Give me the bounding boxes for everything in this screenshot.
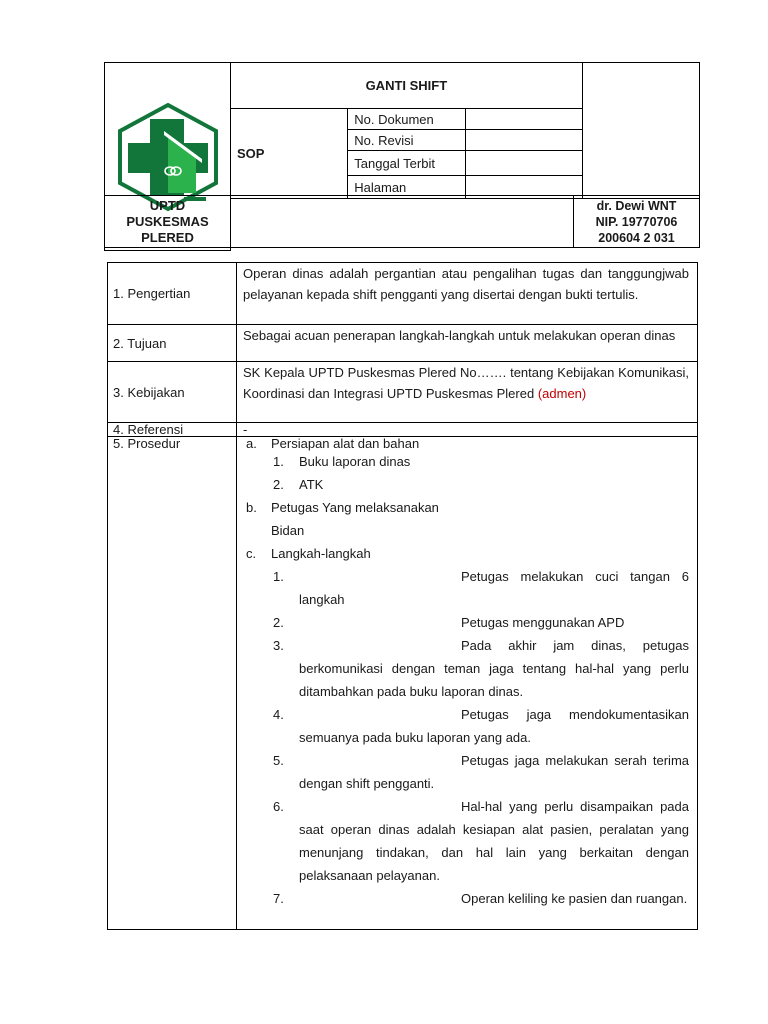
org-name <box>105 196 231 248</box>
meta-value-no-revisi <box>465 130 582 151</box>
text-kebijakan-cell <box>237 362 698 423</box>
step-3-num: 3. <box>273 638 284 653</box>
step-6-text: Hal-hal yang perlu disampaikan pada saat operan dinas adalah kesiapan alat pasien, peralatan yang menunjang tindakan, dan hal lain yang berkaitan dengan pelaksanaan pelayanan. <box>299 799 689 883</box>
label-pengertian: 1. Pengertian <box>108 263 237 325</box>
org-line-1: UPTD <box>149 197 186 213</box>
a-item-1-text: Buku laporan dinas <box>299 454 411 469</box>
prosedur-c-text: Langkah-langkah <box>271 546 371 561</box>
label-kebijakan: 3. Kebijakan <box>108 362 237 423</box>
marker-c: c. <box>246 546 257 561</box>
step-2 <box>243 611 689 634</box>
a-item-1-num: 1. <box>273 454 284 469</box>
step-4 <box>243 703 689 749</box>
prosedur-b-text: Petugas Yang melaksanakan <box>271 500 439 515</box>
step-1-text: Petugas melakukan cuci tangan 6 langkah <box>299 569 689 607</box>
prosedur-a-text: Persiapan alat dan bahan <box>271 436 420 451</box>
prosedur-b-detail: Bidan <box>271 523 305 538</box>
signer-nip-1: NIP. 19770706 <box>595 214 678 229</box>
header-right-blank <box>582 63 699 199</box>
step-2-num: 2. <box>273 615 284 630</box>
label-tujuan: 2. Tujuan <box>108 325 237 362</box>
meta-value-tanggal-terbit <box>465 151 582 176</box>
text-pengertian: Operan dinas adalah pergantian atau pengalihan tugas dan tanggungjwab pelayanan kepada shift pengganti yang disertai dengan bukti tertulis. <box>237 263 698 325</box>
text-referensi: - <box>237 423 698 437</box>
signer-nip-2: 200604 2 031 <box>598 230 675 245</box>
meta-label-no-dokumen: No. Dokumen <box>348 109 465 130</box>
meta-label-tanggal-terbit: Tanggal Terbit <box>348 151 465 176</box>
step-6-num: 6. <box>273 799 284 814</box>
prosedur-b-detail-line <box>243 519 689 542</box>
step-6 <box>243 795 689 887</box>
meta-value-no-dokumen <box>465 109 582 130</box>
a-item-2 <box>243 473 689 496</box>
label-prosedur <box>108 437 237 930</box>
step-2-text: Petugas menggunakan APD <box>461 615 625 630</box>
a-item-1 <box>243 450 689 473</box>
org-line-3: PLERED <box>141 229 194 245</box>
text-kebijakan: SK Kepala UPTD Puskesmas Plered No……. tentang Kebijakan Komunikasi, Koordinasi dan Integrasi UPTD Puskesmas Plered <box>243 365 689 401</box>
marker-a: a. <box>246 436 257 451</box>
step-5 <box>243 749 689 795</box>
step-3-text: Pada akhir jam dinas, petugas berkomunikasi dengan teman jaga tentang hal-hal yang perlu ditambahkan pada buku laporan dinas. <box>299 638 689 699</box>
step-5-text: Petugas jaga melakukan serah terima dengan shift pengganti. <box>299 753 689 791</box>
a-item-2-text: ATK <box>299 477 324 492</box>
sop-label: SOP <box>231 109 348 199</box>
step-4-num: 4. <box>273 707 284 722</box>
sop-body-table <box>107 262 698 930</box>
marker-b: b. <box>246 500 257 515</box>
label-prosedur-text: 5. Prosedur <box>113 436 181 451</box>
prosedur-c <box>243 542 689 565</box>
step-1-num: 1. <box>273 569 284 584</box>
step-4-text: Petugas jaga mendokumentasikan semuanya pada buku laporan yang ada. <box>299 707 689 745</box>
meta-label-no-revisi: No. Revisi <box>348 130 465 151</box>
text-tujuan: Sebagai acuan penerapan langkah-langkah untuk melakukan operan dinas <box>237 325 698 362</box>
label-referensi: 4. Referensi <box>108 423 237 437</box>
prosedur-content <box>237 437 698 930</box>
signer-block <box>574 196 700 248</box>
step-5-num: 5. <box>273 753 284 768</box>
step-7-text: Operan keliling ke pasien dan ruangan. <box>461 891 688 906</box>
a-item-2-num: 2. <box>273 477 284 492</box>
header-footer-blank <box>231 196 574 248</box>
org-line-2: PUSKESMAS <box>126 213 209 229</box>
sop-header-footer <box>104 195 700 248</box>
step-1 <box>243 565 689 611</box>
prosedur-b <box>243 496 689 519</box>
meta-label-halaman: Halaman <box>348 176 465 199</box>
kebijakan-note: (admen) <box>537 386 587 401</box>
signer-name: dr. Dewi WNT <box>596 198 677 213</box>
prosedur-a <box>243 437 689 450</box>
document-title: GANTI SHIFT <box>231 63 583 109</box>
step-7-num: 7. <box>273 891 284 906</box>
step-7 <box>243 887 689 910</box>
step-3 <box>243 634 689 703</box>
